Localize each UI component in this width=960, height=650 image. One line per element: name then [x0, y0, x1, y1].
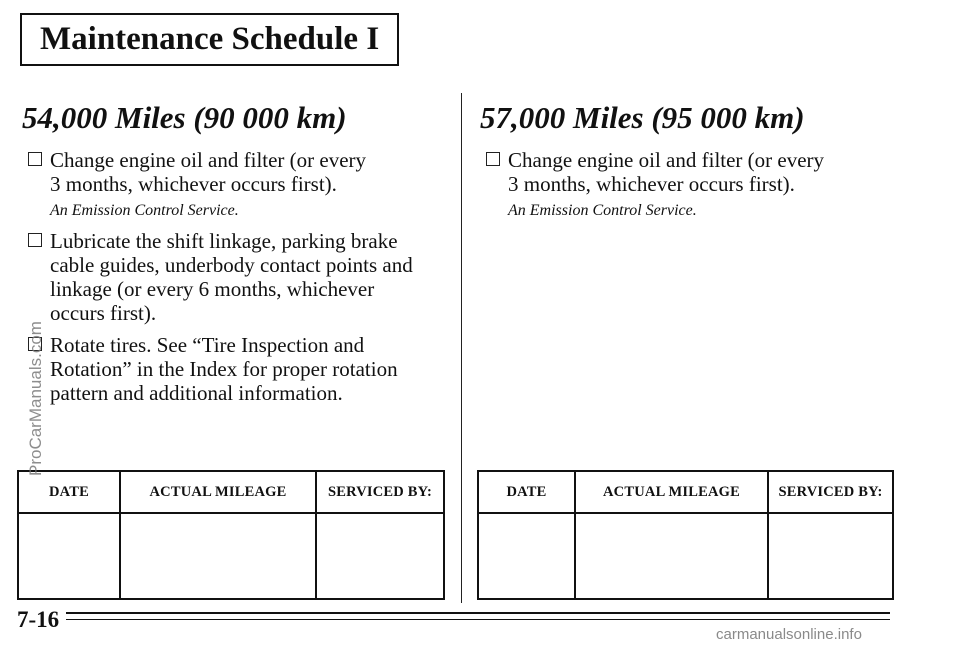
task-change-oil	[480, 148, 920, 196]
page-number: 7-16	[17, 607, 60, 632]
task-line: Rotation” in the Index for proper rotation	[50, 357, 398, 381]
task-line: cable guides, underbody contact points and	[50, 253, 413, 277]
task-line: Change engine oil and filter (or every	[508, 148, 825, 172]
task-lubricate	[22, 229, 447, 325]
task-line: pattern and additional information.	[50, 381, 343, 405]
task-line: 3 months, whichever occurs first).	[508, 172, 795, 196]
date-header: DATE	[478, 471, 575, 513]
checkbox-icon[interactable]	[28, 233, 42, 247]
date-cell[interactable]	[18, 513, 120, 599]
date-cell[interactable]	[478, 513, 575, 599]
mileage-header: ACTUAL MILEAGE	[120, 471, 316, 513]
serviced-by-header: SERVICED BY:	[768, 471, 893, 513]
checkbox-icon[interactable]	[486, 152, 500, 166]
mileage-cell[interactable]	[575, 513, 768, 599]
task-line: Change engine oil and filter (or every	[50, 148, 367, 172]
service-log-table-right	[477, 470, 894, 600]
task-line: Rotate tires. See “Tire Inspection and	[50, 333, 365, 357]
task-line: 3 months, whichever occurs first).	[50, 172, 337, 196]
emission-note: An Emission Control Service.	[508, 202, 697, 219]
side-watermark: ProCarManuals.com	[26, 321, 45, 476]
serviced-by-header: SERVICED BY:	[316, 471, 444, 513]
service-log-table-left	[17, 470, 445, 600]
column-divider	[461, 93, 462, 603]
interval-heading-54000: 54,000 Miles (90 000 km)	[22, 100, 347, 135]
task-line: linkage (or every 6 months, whichever	[50, 277, 375, 301]
right-column	[480, 100, 920, 229]
bottom-watermark: carmanualsonline.info	[716, 626, 862, 643]
left-column	[22, 100, 447, 405]
date-header: DATE	[18, 471, 120, 513]
task-line: occurs first).	[50, 301, 157, 325]
task-change-oil	[22, 148, 447, 196]
mileage-header: ACTUAL MILEAGE	[575, 471, 768, 513]
serviced-by-cell[interactable]	[768, 513, 893, 599]
checkbox-icon[interactable]	[28, 152, 42, 166]
emission-note: An Emission Control Service.	[50, 202, 239, 219]
mileage-cell[interactable]	[120, 513, 316, 599]
interval-heading-57000: 57,000 Miles (95 000 km)	[480, 100, 805, 135]
task-line: Lubricate the shift linkage, parking brake	[50, 229, 398, 253]
footer-rule	[66, 612, 890, 614]
serviced-by-cell[interactable]	[316, 513, 444, 599]
footer-rule	[66, 619, 890, 620]
page-title: Maintenance Schedule I	[20, 13, 399, 66]
task-rotate-tires	[22, 333, 447, 405]
